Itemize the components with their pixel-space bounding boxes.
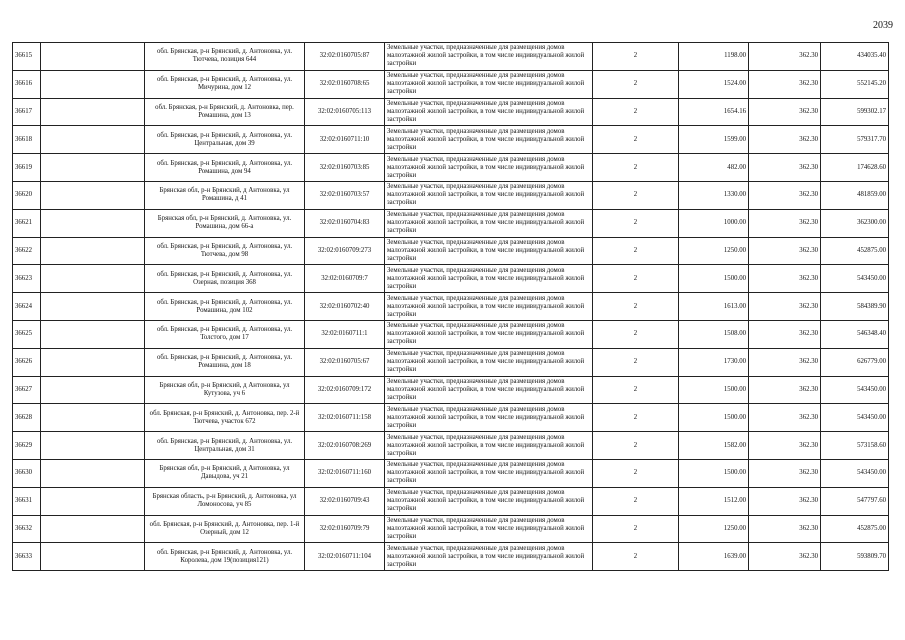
table-row	[13, 181, 889, 209]
cadastral-value-cell: 362300.00	[821, 209, 889, 237]
rate-cell: 362.30	[749, 459, 821, 487]
cadastral-value-cell: 573158.60	[821, 432, 889, 460]
category-cell: 2	[593, 459, 679, 487]
category-cell: 2	[593, 432, 679, 460]
blank-cell	[41, 98, 145, 126]
category-cell: 2	[593, 348, 679, 376]
row-number-cell: 36633	[13, 543, 41, 571]
cadastral-number-cell: 32:02:0160703:85	[305, 154, 385, 182]
cadastral-number-cell: 32:02:0160705:67	[305, 348, 385, 376]
address-cell: обл. Брянская, р-н Брянский, д. Антоновка, ул. Ромашина, дом 18	[145, 348, 305, 376]
land-use-cell: Земельные участки, предназначенные для размещения домов малоэтажной жилой застройки, в том числе индивидуальной жилой застройки	[385, 154, 593, 182]
land-use-cell: Земельные участки, предназначенные для размещения домов малоэтажной жилой застройки, в том числе индивидуальной жилой застройки	[385, 70, 593, 98]
table-row	[13, 487, 889, 515]
table-row	[13, 432, 889, 460]
address-cell: Брянская обл, р-н Брянский, д. Антоновка, ул. Ромашина, дом 66-а	[145, 209, 305, 237]
category-cell: 2	[593, 209, 679, 237]
blank-cell	[41, 432, 145, 460]
land-use-cell: Земельные участки, предназначенные для размещения домов малоэтажной жилой застройки, в том числе индивидуальной жилой застройки	[385, 376, 593, 404]
rate-cell: 362.30	[749, 348, 821, 376]
cadastral-number-cell: 32:02:0160711:1	[305, 320, 385, 348]
area-cell: 1582.00	[679, 432, 749, 460]
blank-cell	[41, 154, 145, 182]
row-number-cell: 36632	[13, 515, 41, 543]
land-use-cell: Земельные участки, предназначенные для размещения домов малоэтажной жилой застройки, в том числе индивидуальной жилой застройки	[385, 404, 593, 432]
table-row	[13, 404, 889, 432]
blank-cell	[41, 487, 145, 515]
land-use-cell: Земельные участки, предназначенные для размещения домов малоэтажной жилой застройки, в том числе индивидуальной жилой застройки	[385, 43, 593, 71]
cadastral-value-cell: 543450.00	[821, 459, 889, 487]
rate-cell: 362.30	[749, 293, 821, 321]
table-row	[13, 376, 889, 404]
address-cell: Брянская обл, р-н Брянский, д Антоновка, ул Давыдова, уч 21	[145, 459, 305, 487]
row-number-cell: 36626	[13, 348, 41, 376]
blank-cell	[41, 543, 145, 571]
table-row	[13, 265, 889, 293]
table-row	[13, 543, 889, 571]
cadastral-number-cell: 32:02:0160709:43	[305, 487, 385, 515]
table-row	[13, 348, 889, 376]
cadastral-number-cell: 32:02:0160711:160	[305, 459, 385, 487]
land-use-cell: Земельные участки, предназначенные для размещения домов малоэтажной жилой застройки, в том числе индивидуальной жилой застройки	[385, 515, 593, 543]
area-cell: 482.00	[679, 154, 749, 182]
land-use-cell: Земельные участки, предназначенные для размещения домов малоэтажной жилой застройки, в том числе индивидуальной жилой застройки	[385, 543, 593, 571]
table-row	[13, 237, 889, 265]
rate-cell: 362.30	[749, 209, 821, 237]
address-cell: обл. Брянская, р-н Брянский, д. Антоновка, ул. Ромашина, дом 94	[145, 154, 305, 182]
rate-cell: 362.30	[749, 154, 821, 182]
rate-cell: 362.30	[749, 404, 821, 432]
land-use-cell: Земельные участки, предназначенные для размещения домов малоэтажной жилой застройки, в том числе индивидуальной жилой застройки	[385, 265, 593, 293]
cadastral-number-cell: 32:02:0160705:87	[305, 43, 385, 71]
address-cell: обл. Брянская, р-н Брянский, д. Антоновка, ул. Ромашина, дом 102	[145, 293, 305, 321]
rate-cell: 362.30	[749, 543, 821, 571]
land-use-cell: Земельные участки, предназначенные для размещения домов малоэтажной жилой застройки, в том числе индивидуальной жилой застройки	[385, 181, 593, 209]
rate-cell: 362.30	[749, 237, 821, 265]
area-cell: 1500.00	[679, 404, 749, 432]
blank-cell	[41, 459, 145, 487]
cadastral-number-cell: 32:02:0160709:273	[305, 237, 385, 265]
land-registry-table	[12, 42, 889, 571]
category-cell: 2	[593, 376, 679, 404]
category-cell: 2	[593, 70, 679, 98]
blank-cell	[41, 70, 145, 98]
address-cell: обл. Брянская, р-н Брянский, д. Антоновка, пер. Ромашина, дом 13	[145, 98, 305, 126]
rate-cell: 362.30	[749, 181, 821, 209]
cadastral-value-cell: 174628.60	[821, 154, 889, 182]
area-cell: 1500.00	[679, 459, 749, 487]
area-cell: 1508.00	[679, 320, 749, 348]
land-use-cell: Земельные участки, предназначенные для размещения домов малоэтажной жилой застройки, в том числе индивидуальной жилой застройки	[385, 487, 593, 515]
cadastral-number-cell: 32:02:0160709:172	[305, 376, 385, 404]
category-cell: 2	[593, 515, 679, 543]
rate-cell: 362.30	[749, 487, 821, 515]
row-number-cell: 36631	[13, 487, 41, 515]
category-cell: 2	[593, 487, 679, 515]
cadastral-number-cell: 32:02:0160703:57	[305, 181, 385, 209]
cadastral-number-cell: 32:02:0160709:7	[305, 265, 385, 293]
rate-cell: 362.30	[749, 70, 821, 98]
address-cell: Брянская область, р-н Брянский, д. Антоновка, ул Ломоносова, уч 85	[145, 487, 305, 515]
category-cell: 2	[593, 181, 679, 209]
blank-cell	[41, 126, 145, 154]
cadastral-value-cell: 593809.70	[821, 543, 889, 571]
page-number: 2039	[873, 20, 893, 31]
table-row	[13, 209, 889, 237]
row-number-cell: 36616	[13, 70, 41, 98]
cadastral-value-cell: 626779.00	[821, 348, 889, 376]
area-cell: 1524.00	[679, 70, 749, 98]
cadastral-value-cell: 543450.00	[821, 265, 889, 293]
cadastral-value-cell: 481859.00	[821, 181, 889, 209]
land-use-cell: Земельные участки, предназначенные для размещения домов малоэтажной жилой застройки, в том числе индивидуальной жилой застройки	[385, 209, 593, 237]
blank-cell	[41, 181, 145, 209]
table-row	[13, 98, 889, 126]
cadastral-number-cell: 32:02:0160711:10	[305, 126, 385, 154]
rate-cell: 362.30	[749, 126, 821, 154]
land-use-cell: Земельные участки, предназначенные для размещения домов малоэтажной жилой застройки, в том числе индивидуальной жилой застройки	[385, 432, 593, 460]
area-cell: 1198.00	[679, 43, 749, 71]
area-cell: 1599.00	[679, 126, 749, 154]
blank-cell	[41, 209, 145, 237]
cadastral-number-cell: 32:02:0160711:104	[305, 543, 385, 571]
row-number-cell: 36629	[13, 432, 41, 460]
row-number-cell: 36628	[13, 404, 41, 432]
cadastral-value-cell: 452875.00	[821, 515, 889, 543]
area-cell: 1654.16	[679, 98, 749, 126]
address-cell: обл. Брянская, р-н Брянский, д. Антоновка, ул. Тютчева, позиция 644	[145, 43, 305, 71]
rate-cell: 362.30	[749, 320, 821, 348]
rate-cell: 362.30	[749, 98, 821, 126]
row-number-cell: 36617	[13, 98, 41, 126]
area-cell: 1250.00	[679, 515, 749, 543]
table-row	[13, 320, 889, 348]
rate-cell: 362.30	[749, 265, 821, 293]
address-cell: обл. Брянская, р-н Брянский, д. Антоновка, ул. Королева, дом 19(позиция121)	[145, 543, 305, 571]
rate-cell: 362.30	[749, 376, 821, 404]
area-cell: 1613.00	[679, 293, 749, 321]
address-cell: Брянская обл, р-н Брянский, д Антоновка, ул Ромашина, д 41	[145, 181, 305, 209]
land-use-cell: Земельные участки, предназначенные для размещения домов малоэтажной жилой застройки, в том числе индивидуальной жилой застройки	[385, 293, 593, 321]
rate-cell: 362.30	[749, 43, 821, 71]
blank-cell	[41, 293, 145, 321]
blank-cell	[41, 348, 145, 376]
category-cell: 2	[593, 543, 679, 571]
area-cell: 1250.00	[679, 237, 749, 265]
address-cell: обл. Брянская, р-н Брянский, д. Антоновка, пер. 1-й Озерный, дом 12	[145, 515, 305, 543]
table-row	[13, 515, 889, 543]
cadastral-number-cell: 32:02:0160704:83	[305, 209, 385, 237]
row-number-cell: 36619	[13, 154, 41, 182]
cadastral-number-cell: 32:02:0160702:40	[305, 293, 385, 321]
row-number-cell: 36622	[13, 237, 41, 265]
blank-cell	[41, 515, 145, 543]
blank-cell	[41, 404, 145, 432]
land-use-cell: Земельные участки, предназначенные для размещения домов малоэтажной жилой застройки, в том числе индивидуальной жилой застройки	[385, 98, 593, 126]
area-cell: 1500.00	[679, 376, 749, 404]
rate-cell: 362.30	[749, 432, 821, 460]
row-number-cell: 36621	[13, 209, 41, 237]
area-cell: 1730.00	[679, 348, 749, 376]
blank-cell	[41, 265, 145, 293]
area-cell: 1512.00	[679, 487, 749, 515]
table-row	[13, 43, 889, 71]
area-cell: 1000.00	[679, 209, 749, 237]
address-cell: обл. Брянская, р-н Брянский, д. Антоновка, ул. Центральная, дом 39	[145, 126, 305, 154]
land-use-cell: Земельные участки, предназначенные для размещения домов малоэтажной жилой застройки, в том числе индивидуальной жилой застройки	[385, 320, 593, 348]
table-body	[13, 43, 889, 571]
blank-cell	[41, 43, 145, 71]
category-cell: 2	[593, 43, 679, 71]
cadastral-value-cell: 543450.00	[821, 376, 889, 404]
land-use-cell: Земельные участки, предназначенные для размещения домов малоэтажной жилой застройки, в том числе индивидуальной жилой застройки	[385, 237, 593, 265]
cadastral-value-cell: 452875.00	[821, 237, 889, 265]
category-cell: 2	[593, 265, 679, 293]
cadastral-value-cell: 546348.40	[821, 320, 889, 348]
address-cell: обл. Брянская, р-н Брянский, д. Антоновка, ул. Центральная, дом 31	[145, 432, 305, 460]
cadastral-number-cell: 32:02:0160711:158	[305, 404, 385, 432]
table-row	[13, 70, 889, 98]
cadastral-value-cell: 599302.17	[821, 98, 889, 126]
category-cell: 2	[593, 404, 679, 432]
land-use-cell: Земельные участки, предназначенные для размещения домов малоэтажной жилой застройки, в том числе индивидуальной жилой застройки	[385, 348, 593, 376]
cadastral-value-cell: 552145.20	[821, 70, 889, 98]
address-cell: обл. Брянская, р-н Брянский, д. Антоновка, ул. Тютчева, дом 98	[145, 237, 305, 265]
cadastral-value-cell: 547797.60	[821, 487, 889, 515]
land-use-cell: Земельные участки, предназначенные для размещения домов малоэтажной жилой застройки, в том числе индивидуальной жилой застройки	[385, 126, 593, 154]
address-cell: обл. Брянская, р-н Брянский, д. Антоновка, пер. 2-й Тютчева, участок 672	[145, 404, 305, 432]
area-cell: 1330.00	[679, 181, 749, 209]
category-cell: 2	[593, 98, 679, 126]
category-cell: 2	[593, 293, 679, 321]
category-cell: 2	[593, 320, 679, 348]
row-number-cell: 36624	[13, 293, 41, 321]
cadastral-number-cell: 32:02:0160709:79	[305, 515, 385, 543]
table-row	[13, 154, 889, 182]
category-cell: 2	[593, 154, 679, 182]
blank-cell	[41, 376, 145, 404]
cadastral-number-cell: 32:02:0160708:65	[305, 70, 385, 98]
table-row	[13, 126, 889, 154]
cadastral-value-cell: 579317.70	[821, 126, 889, 154]
land-use-cell: Земельные участки, предназначенные для размещения домов малоэтажной жилой застройки, в том числе индивидуальной жилой застройки	[385, 459, 593, 487]
cadastral-value-cell: 584389.90	[821, 293, 889, 321]
blank-cell	[41, 320, 145, 348]
category-cell: 2	[593, 237, 679, 265]
category-cell: 2	[593, 126, 679, 154]
row-number-cell: 36625	[13, 320, 41, 348]
row-number-cell: 36623	[13, 265, 41, 293]
rate-cell: 362.30	[749, 515, 821, 543]
cadastral-number-cell: 32:02:0160705:113	[305, 98, 385, 126]
address-cell: обл. Брянская, р-н Брянский, д. Антоновка, ул. Озерная, позиция 368	[145, 265, 305, 293]
cadastral-value-cell: 543450.00	[821, 404, 889, 432]
area-cell: 1639.00	[679, 543, 749, 571]
table-row	[13, 459, 889, 487]
row-number-cell: 36618	[13, 126, 41, 154]
row-number-cell: 36627	[13, 376, 41, 404]
row-number-cell: 36620	[13, 181, 41, 209]
table-row	[13, 293, 889, 321]
row-number-cell: 36630	[13, 459, 41, 487]
row-number-cell: 36615	[13, 43, 41, 71]
address-cell: обл. Брянская, р-н Брянский, д. Антоновка, ул. Толстого, дом 17	[145, 320, 305, 348]
area-cell: 1500.00	[679, 265, 749, 293]
address-cell: Брянская обл, р-н Брянский, д Антоновка, ул Кутузова, уч 6	[145, 376, 305, 404]
cadastral-number-cell: 32:02:0160708:269	[305, 432, 385, 460]
cadastral-value-cell: 434035.40	[821, 43, 889, 71]
blank-cell	[41, 237, 145, 265]
address-cell: обл. Брянская, р-н Брянский, д. Антоновка, ул. Мичурина, дом 12	[145, 70, 305, 98]
